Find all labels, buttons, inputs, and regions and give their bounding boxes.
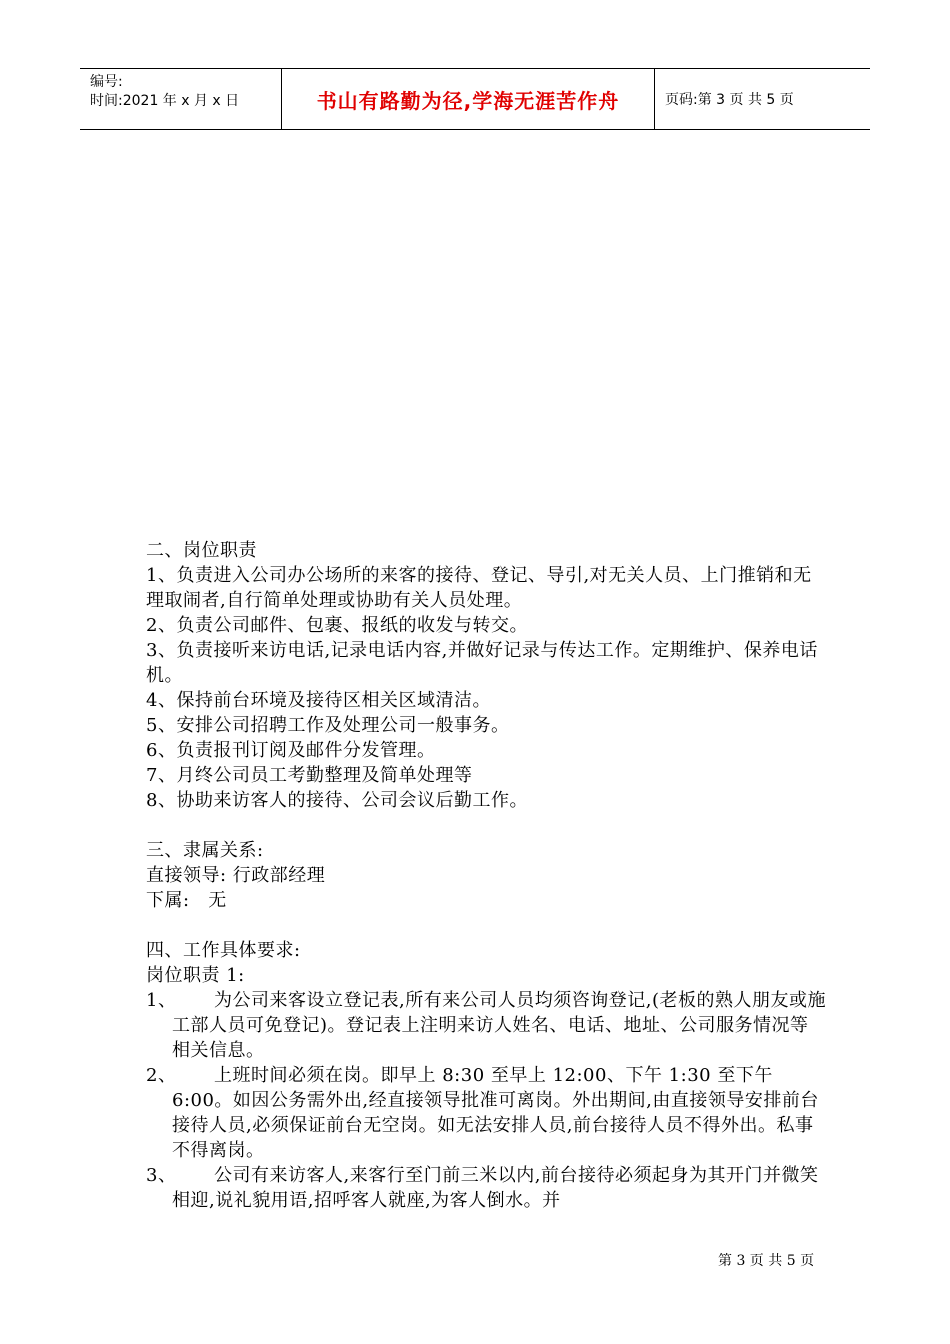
section-title-duties: 二、岗位职责 [146,540,257,561]
duty-item: 8、协助来访客人的接待、公司会议后勤工作。 [146,790,528,811]
document-time-label: 时间:2021 年 x 月 x 日 [90,93,240,109]
document-body [146,538,826,1213]
page-header [80,68,870,130]
requirement-item [146,988,826,1063]
requirement-text: 公司有来访客人,来客行至门前三米以内,前台接待必须起身为其开门并微笑相迎,说礼貌用语,招呼客人就座,为客人倒水。并 [172,1165,819,1211]
duty-item: 6、负责报刊订阅及邮件分发管理。 [146,740,436,761]
section-title-reporting: 三、隶属关系: [146,840,264,861]
header-page-number: 页码:第 3 页 共 5 页 [665,92,794,108]
header-motto: 书山有路勤为径,学海无涯苦作舟 [282,69,655,129]
duty-item: 5、安排公司招聘工作及处理公司一般事务。 [146,715,510,736]
supervisor-line: 直接领导: 行政部经理 [146,865,326,886]
footer-page-number: 第 3 页 共 5 页 [718,1253,815,1269]
requirement-item [146,1163,826,1213]
requirement-number: 1、 [146,990,177,1011]
duty-item: 1、负责进入公司办公场所的来客的接待、登记、导引,对无关人员、上门推销和无理取闹者,自行简单处理或协助有关人员处理。 [146,565,812,611]
requirement-number: 2、 [146,1065,177,1086]
duty-item: 4、保持前台环境及接待区相关区域清洁。 [146,690,491,711]
duty-item: 3、负责接听来访电话,记录电话内容,并做好记录与传达工作。定期维护、保养电话机。 [146,640,818,686]
requirement-text: 上班时间必须在岗。即早上 8:30 至早上 12:00、下午 1:30 至下午 6:00。如因公务需外出,经直接领导批准可离岗。外出期间,由直接领导安排前台接待人员,必须保证前台无空岗。如无法安排人员,前台接待人员不得外出。私事不得离岗。 [172,1065,819,1161]
subordinate-line: 下属: 无 [146,890,227,911]
requirements-subtitle: 岗位职责 1: [146,965,245,986]
requirement-number: 3、 [146,1165,177,1186]
requirement-item [146,1063,826,1163]
header-meta [80,69,282,129]
document-number-label: 编号: [90,74,123,90]
section-title-requirements: 四、工作具体要求: [146,940,301,961]
duty-item: 7、月终公司员工考勤整理及简单处理等 [146,765,473,786]
duty-item: 2、负责公司邮件、包裹、报纸的收发与转交。 [146,615,528,636]
requirement-text: 为公司来客设立登记表,所有来公司人员均须咨询登记,(老板的熟人朋友或施工部人员可免登记)。登记表上注明来访人姓名、电话、地址、公司服务情况等相关信息。 [172,990,826,1061]
